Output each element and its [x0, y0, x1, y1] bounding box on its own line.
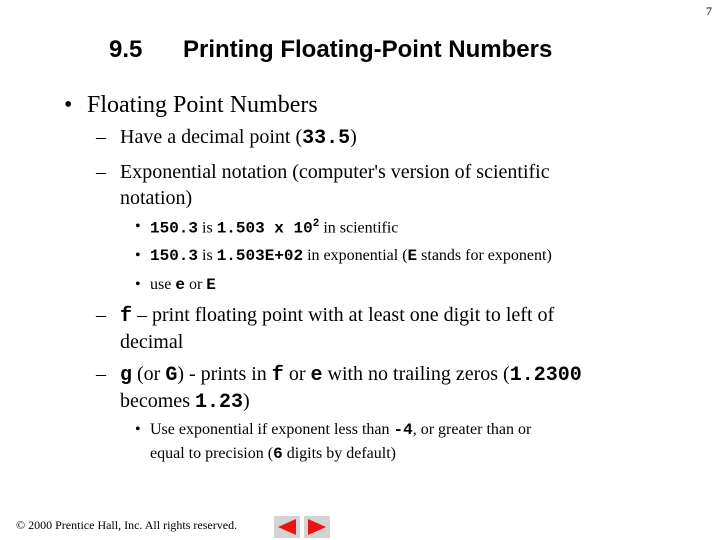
code-E: E — [206, 276, 216, 294]
bullet-marker: • — [135, 218, 141, 235]
code-1-2300: 1.2300 — [509, 364, 582, 387]
slide-navigation — [274, 516, 332, 538]
code-g: g — [120, 364, 133, 387]
page-number: 7 — [706, 4, 712, 18]
f-description: – print floating point with at least one digit to left of — [132, 304, 555, 326]
bullet-marker: • — [135, 276, 141, 293]
code-e: e — [175, 276, 185, 294]
exponent-rule-line2 — [150, 445, 396, 463]
dash-marker: – — [96, 304, 106, 326]
g-text-2: ) - prints in — [177, 363, 272, 385]
becomes-text: becomes — [120, 390, 195, 412]
left-arrow-icon — [278, 519, 296, 535]
bullet-marker: • — [135, 421, 141, 438]
code-E: E — [407, 247, 418, 265]
dash-marker: – — [96, 363, 106, 385]
g-item-line2 — [120, 390, 250, 414]
slide-title: Printing Floating-Point Numbers — [183, 36, 553, 63]
f-item-line1 — [120, 304, 554, 328]
code-150-3: 150.3 — [150, 247, 199, 265]
previous-slide-button[interactable] — [274, 516, 300, 538]
f-item-line2: decimal — [120, 331, 184, 353]
superscript-2: 2 — [312, 218, 320, 230]
g-text-3: or — [283, 363, 311, 385]
is-text: is — [198, 219, 217, 237]
code-6: 6 — [273, 445, 283, 463]
main-bullet-text: Floating Point Numbers — [87, 92, 318, 118]
code-exponential: 1.503E+02 — [216, 247, 304, 265]
exponential-line1: Exponential notation (computer's version of scientific — [120, 161, 550, 183]
scientific-example — [150, 218, 398, 237]
scientific-post: in scientific — [319, 219, 399, 237]
rule-post: , or greater than or — [412, 421, 532, 438]
exponential-line2: notation) — [120, 187, 193, 209]
exponential-example — [150, 247, 552, 265]
decimal-pre: Have a decimal point ( — [120, 126, 303, 148]
code-minus-4: -4 — [393, 421, 413, 439]
code-f: f — [120, 305, 133, 328]
precision-pre: equal to precision ( — [150, 445, 274, 462]
copyright-text: 2000 Prentice Hall, Inc. All rights reserved. — [25, 518, 238, 532]
section-number: 9.5 — [109, 36, 143, 63]
or-text: or — [184, 276, 207, 293]
code-scientific: 1.503 x 10 — [216, 219, 313, 238]
code-e: e — [310, 364, 323, 387]
rule-pre: Use exponential if exponent less than — [150, 421, 394, 438]
right-arrow-icon — [308, 519, 326, 535]
copyright-icon: © — [16, 518, 26, 532]
precision-post: digits by default) — [282, 445, 396, 462]
g-text-1: (or — [132, 363, 166, 385]
dash-marker: – — [96, 161, 106, 183]
exponent-text: stands for exponent) — [417, 247, 552, 264]
code-G: G — [165, 364, 178, 387]
copyright-notice — [16, 518, 237, 533]
code-1-23: 1.23 — [194, 391, 243, 414]
bullet-marker: • — [64, 92, 73, 118]
use-text: use — [150, 276, 176, 293]
code-150-3: 150.3 — [150, 219, 199, 238]
decimal-code: 33.5 — [302, 127, 351, 150]
close-paren: ) — [243, 390, 250, 412]
exponent-rule-line1 — [150, 421, 531, 439]
g-item-line1 — [120, 363, 582, 387]
decimal-post: ) — [350, 126, 357, 148]
next-slide-button[interactable] — [304, 516, 330, 538]
decimal-point-item — [120, 126, 357, 150]
use-e-or-E — [150, 276, 216, 294]
bullet-marker: • — [135, 247, 141, 264]
dash-marker: – — [96, 126, 106, 148]
code-f: f — [271, 364, 284, 387]
in-exponential-text: in exponential ( — [303, 247, 408, 264]
g-text-4: with no trailing zeros ( — [322, 363, 510, 385]
is-text: is — [198, 247, 217, 264]
